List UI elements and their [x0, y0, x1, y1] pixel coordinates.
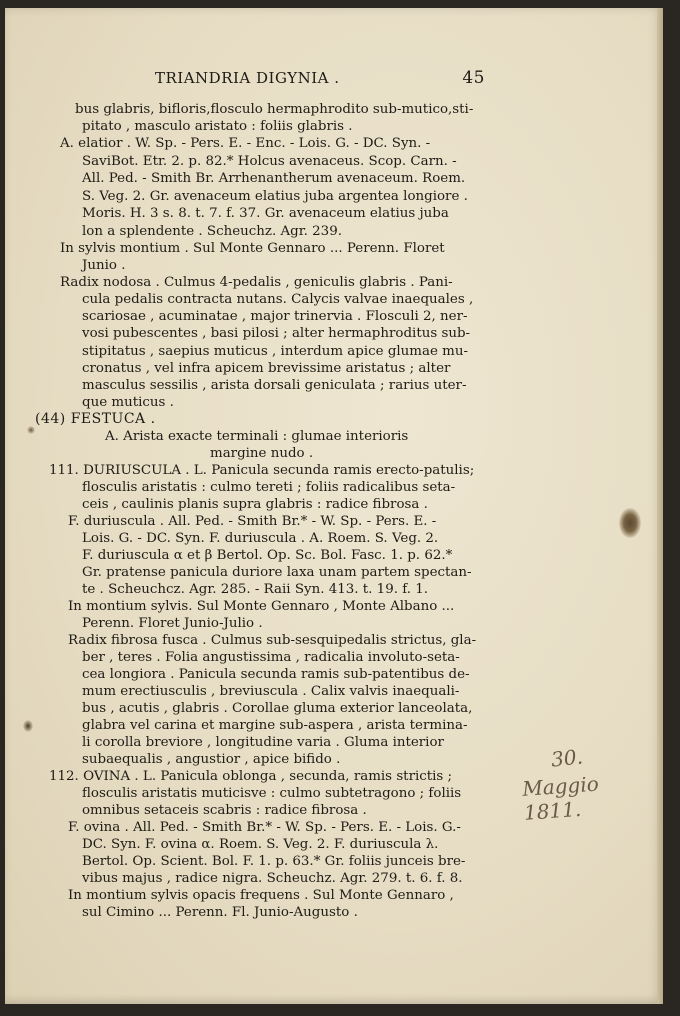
text-line: lon a splendente . Scheuchz. Agr. 239. — [82, 224, 342, 239]
text-line: vibus majus , radice nigra. Scheuchz. Agr. 279. t. 6. f. 8. — [82, 871, 463, 886]
text-line: In montium sylvis. Sul Monte Gennaro , Monte Albano ... — [68, 599, 455, 614]
text-line: Moris. H. 3 s. 8. t. 7. f. 37. Gr. avenaceum elatius juba — [82, 206, 449, 221]
text-line: S. Veg. 2. Gr. avenaceum elatius juba argentea longiore . — [82, 189, 468, 204]
text-line: sul Cimino ... Perenn. Fl. Junio-Augusto . — [82, 905, 358, 920]
body-text — [5, 8, 663, 1004]
text-line: margine nudo . — [210, 446, 314, 461]
text-line: subaequalis , angustior , apice bifido . — [82, 752, 341, 767]
species-entry: 111. DURIUSCULA . L. Panicula secunda ramis erecto-patulis; — [49, 463, 475, 478]
text-line: F. ovina . All. Ped. - Smith Br.* - W. Sp. - Pers. E. - Lois. G.- — [68, 820, 461, 835]
handwritten-note: 30. — [549, 744, 584, 772]
page-number: 45 — [462, 68, 485, 88]
text-line: Gr. pratense panicula duriore laxa unam partem spectan- — [82, 565, 472, 580]
text-line: SaviBot. Etr. 2. p. 82.* Holcus avenaceus. Scop. Carn. - — [82, 154, 457, 169]
text-line: bus glabris, bifloris,flosculo hermaphrodito sub-mutico,sti- — [75, 102, 474, 117]
text-line: stipitatus , saepius muticus , interdum apice glumae mu- — [82, 344, 469, 359]
text-line: cea longiora . Panicula secunda ramis sub-patentibus de- — [82, 667, 470, 682]
text-line: cula pedalis contracta nutans. Calycis valvae inaequales , — [82, 292, 474, 307]
text-line: Perenn. Floret Junio-Julio . — [82, 616, 263, 631]
text-line: bus , acutis , glabris . Corollae gluma exterior lanceolata, — [82, 701, 473, 716]
text-line: In sylvis montium . Sul Monte Gennaro ... Perenn. Floret — [60, 241, 445, 256]
text-line: Junio . — [82, 258, 126, 273]
text-line: flosculis aristatis : culmo tereti ; foliis radicalibus seta- — [82, 480, 456, 495]
text-line: Bertol. Op. Scient. Bol. F. 1. p. 63.* Gr. foliis junceis bre- — [82, 854, 466, 869]
text-line: F. duriuscula α et β Bertol. Op. Sc. Bol. Fasc. 1. p. 62.* — [82, 548, 453, 563]
text-line: Lois. G. - DC. Syn. F. duriuscula . A. Roem. S. Veg. 2. — [82, 531, 439, 546]
text-line: A. Arista exacte terminali : glumae interioris — [105, 429, 409, 444]
text-line: scariosae , acuminatae , major trinervia . Flosculi 2, ner- — [82, 309, 468, 324]
text-line: vosi pubescentes , basi pilosi ; alter hermaphroditus sub- — [82, 326, 471, 341]
genus-heading: (44) FESTUCA . — [35, 411, 156, 427]
text-line: mum erectiusculis , breviuscula . Calix valvis inaequali- — [82, 684, 460, 699]
text-line: glabra vel carina et margine sub-aspera , arista termina- — [82, 718, 468, 733]
book-page — [5, 8, 663, 1004]
handwritten-date: Maggio 1811. — [521, 771, 600, 825]
text-line: DC. Syn. F. ovina α. Roem. S. Veg. 2. F. duriuscula λ. — [82, 837, 439, 852]
text-line: te . Scheuchcz. Agr. 285. - Raii Syn. 413. t. 19. f. 1. — [82, 582, 429, 597]
text-line: In montium sylvis opacis frequens . Sul Monte Gennaro , — [68, 888, 454, 903]
text-line: ber , teres . Folia angustissima , radicalia involuto-seta- — [82, 650, 460, 665]
text-line: li corolla breviore , longitudine varia . Gluma interior — [82, 735, 444, 750]
text-line: A. elatior . W. Sp. - Pers. E. - Enc. - Lois. G. - DC. Syn. - — [60, 136, 431, 151]
text-line: cronatus , vel infra apicem brevissime aristatus ; alter — [82, 361, 451, 376]
text-line: Radix nodosa . Culmus 4-pedalis , geniculis glabris . Pani- — [60, 275, 453, 290]
text-line: Radix fibrosa fusca . Culmus sub-sesquipedalis strictus, gla- — [68, 633, 477, 648]
text-line: F. duriuscula . All. Ped. - Smith Br.* - W. Sp. - Pers. E. - — [68, 514, 437, 529]
species-entry: 112. OVINA . L. Panicula oblonga , secunda, ramis strictis ; — [49, 769, 453, 784]
text-line: All. Ped. - Smith Br. Arrhenantherum avenaceum. Roem. — [82, 171, 466, 186]
text-line: ceis , caulinis planis supra glabris : radice fibrosa . — [82, 497, 428, 512]
text-line: omnibus setaceis scabris : radice fibrosa . — [82, 803, 367, 818]
text-line: pitato , masculo aristato : foliis glabris . — [82, 119, 353, 134]
text-line: flosculis aristatis muticisve : culmo subtetragono ; foliis — [82, 786, 462, 801]
text-line: que muticus . — [82, 395, 174, 410]
text-line: masculus sessilis , arista dorsali geniculata ; rarius uter- — [82, 378, 467, 393]
running-title: TRIANDRIA DIGYNIA . — [155, 69, 340, 87]
